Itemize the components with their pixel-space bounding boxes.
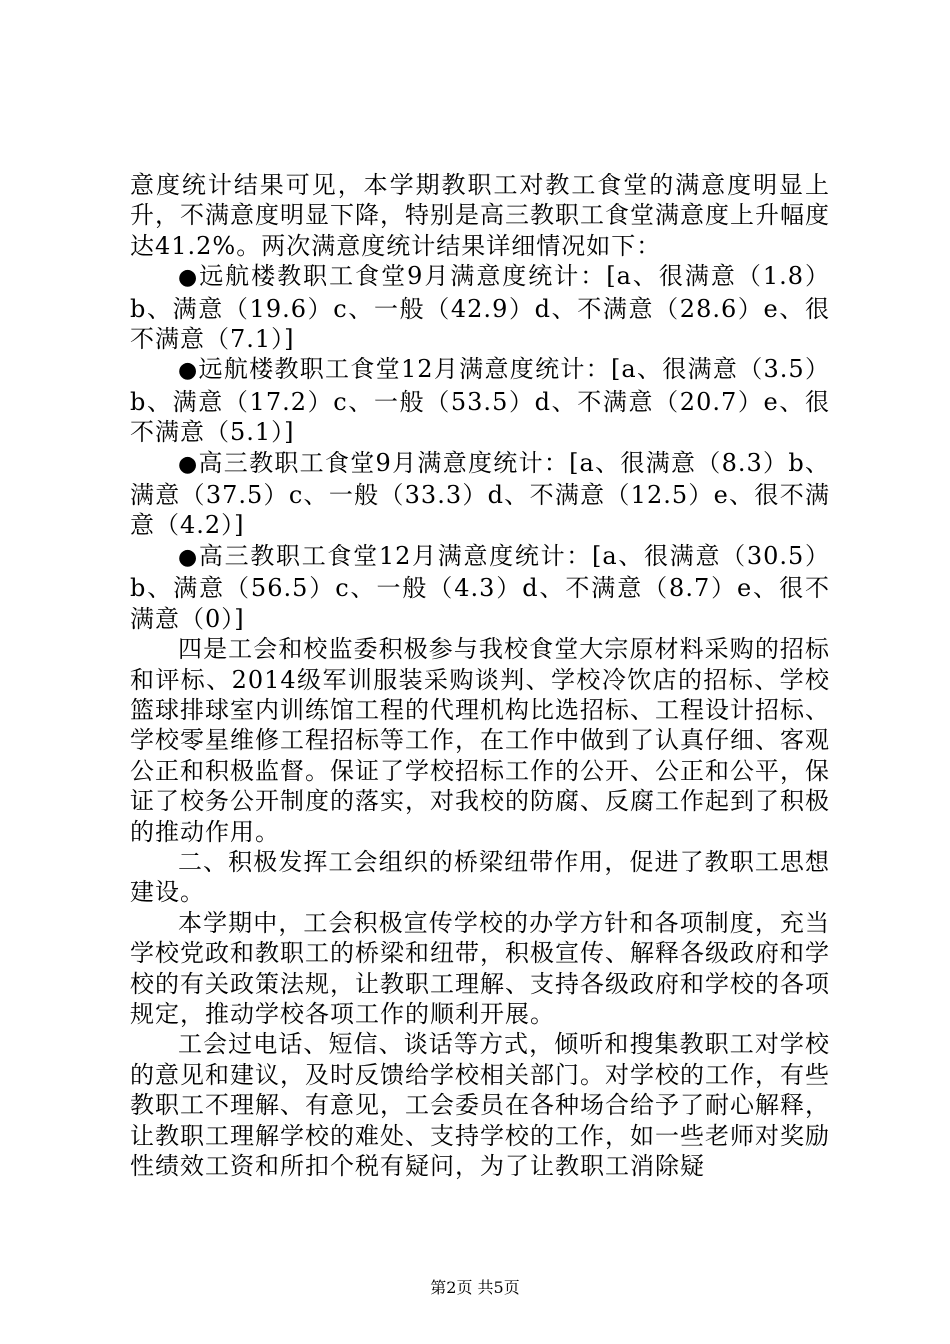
bullet-dot-icon: ● xyxy=(178,265,200,291)
bullet-dot-icon: ● xyxy=(178,358,199,384)
bullet-text: 高三教职工食堂12月满意度统计：[a、很满意（30.5）b、满意（56.5）c、一般（4.3）d、不满意（8.7）e、很不满意（0）] xyxy=(130,541,830,633)
document-body xyxy=(130,170,830,1181)
bullet-item-4 xyxy=(130,541,830,634)
bullet-item-3 xyxy=(130,448,830,541)
bullet-dot-icon: ● xyxy=(178,451,199,477)
bullet-item-1 xyxy=(130,261,830,354)
page-footer: 第2页 共5页 xyxy=(430,1278,520,1297)
bullet-text: 远航楼教职工食堂12月满意度统计：[a、很满意（3.5）b、满意（17.2）c、一般（53.5）d、不满意（20.7）e、很不满意（5.1）] xyxy=(130,355,830,447)
paragraph-tendering: 四是工会和校监委积极参与我校食堂大宗原材料采购的招标和评标、2014级军训服装采购谈判、学校冷饮店的招标、学校篮球排球室内训练馆工程的代理机构比选招标、工程设计招标、学校零星维修工程招标等工作，在工作中做到了认真仔细、客观公正和积极监督。保证了学校招标工作的公开、公正和公平，保证了校务公开制度的落实，对我校的防腐、反腐工作起到了积极的推动作用。 xyxy=(130,635,830,846)
paragraph-promotion: 本学期中，工会积极宣传学校的办学方针和各项制度，充当学校党政和教职工的桥梁和纽带，积极宣传、解释各级政府和学校的有关政策法规，让教职工理解、支持各级政府和学校的各项规定，推动学校各项工作的顺利开展。 xyxy=(130,908,830,1028)
bullet-text: 远航楼教职工食堂9月满意度统计：[a、很满意（1.8）b、满意（19.6）c、一般（42.9）d、不满意（28.6）e、很不满意（7.1）] xyxy=(130,262,830,354)
bullet-text: 高三教职工食堂9月满意度统计：[a、很满意（8.3）b、满意（37.5）c、一般（33.3）d、不满意（12.5）e、很不满意（4.2）] xyxy=(130,448,830,540)
paragraph-feedback: 工会过电话、短信、谈话等方式，倾听和搜集教职工对学校的意见和建议，及时反馈给学校相关部门。对学校的工作，有些教职工不理解、有意见，工会委员在各种场合给予了耐心解释，让教职工理解学校的难处、支持学校的工作，如一些老师对奖励性绩效工资和所扣个税有疑问，为了让教职工消除疑 xyxy=(130,1030,830,1180)
paragraph-1: 意度统计结果可见，本学期教职工对教工食堂的满意度明显上升，不满意度明显下降，特别是高三教职工食堂满意度上升幅度达41.2%。两次满意度统计结果详细情况如下： xyxy=(130,171,830,260)
bullet-dot-icon: ● xyxy=(178,544,199,570)
section-heading-2: 二、积极发挥工会组织的桥梁纽带作用，促进了教职工思想建设。 xyxy=(130,847,830,907)
bullet-item-2 xyxy=(130,354,830,447)
